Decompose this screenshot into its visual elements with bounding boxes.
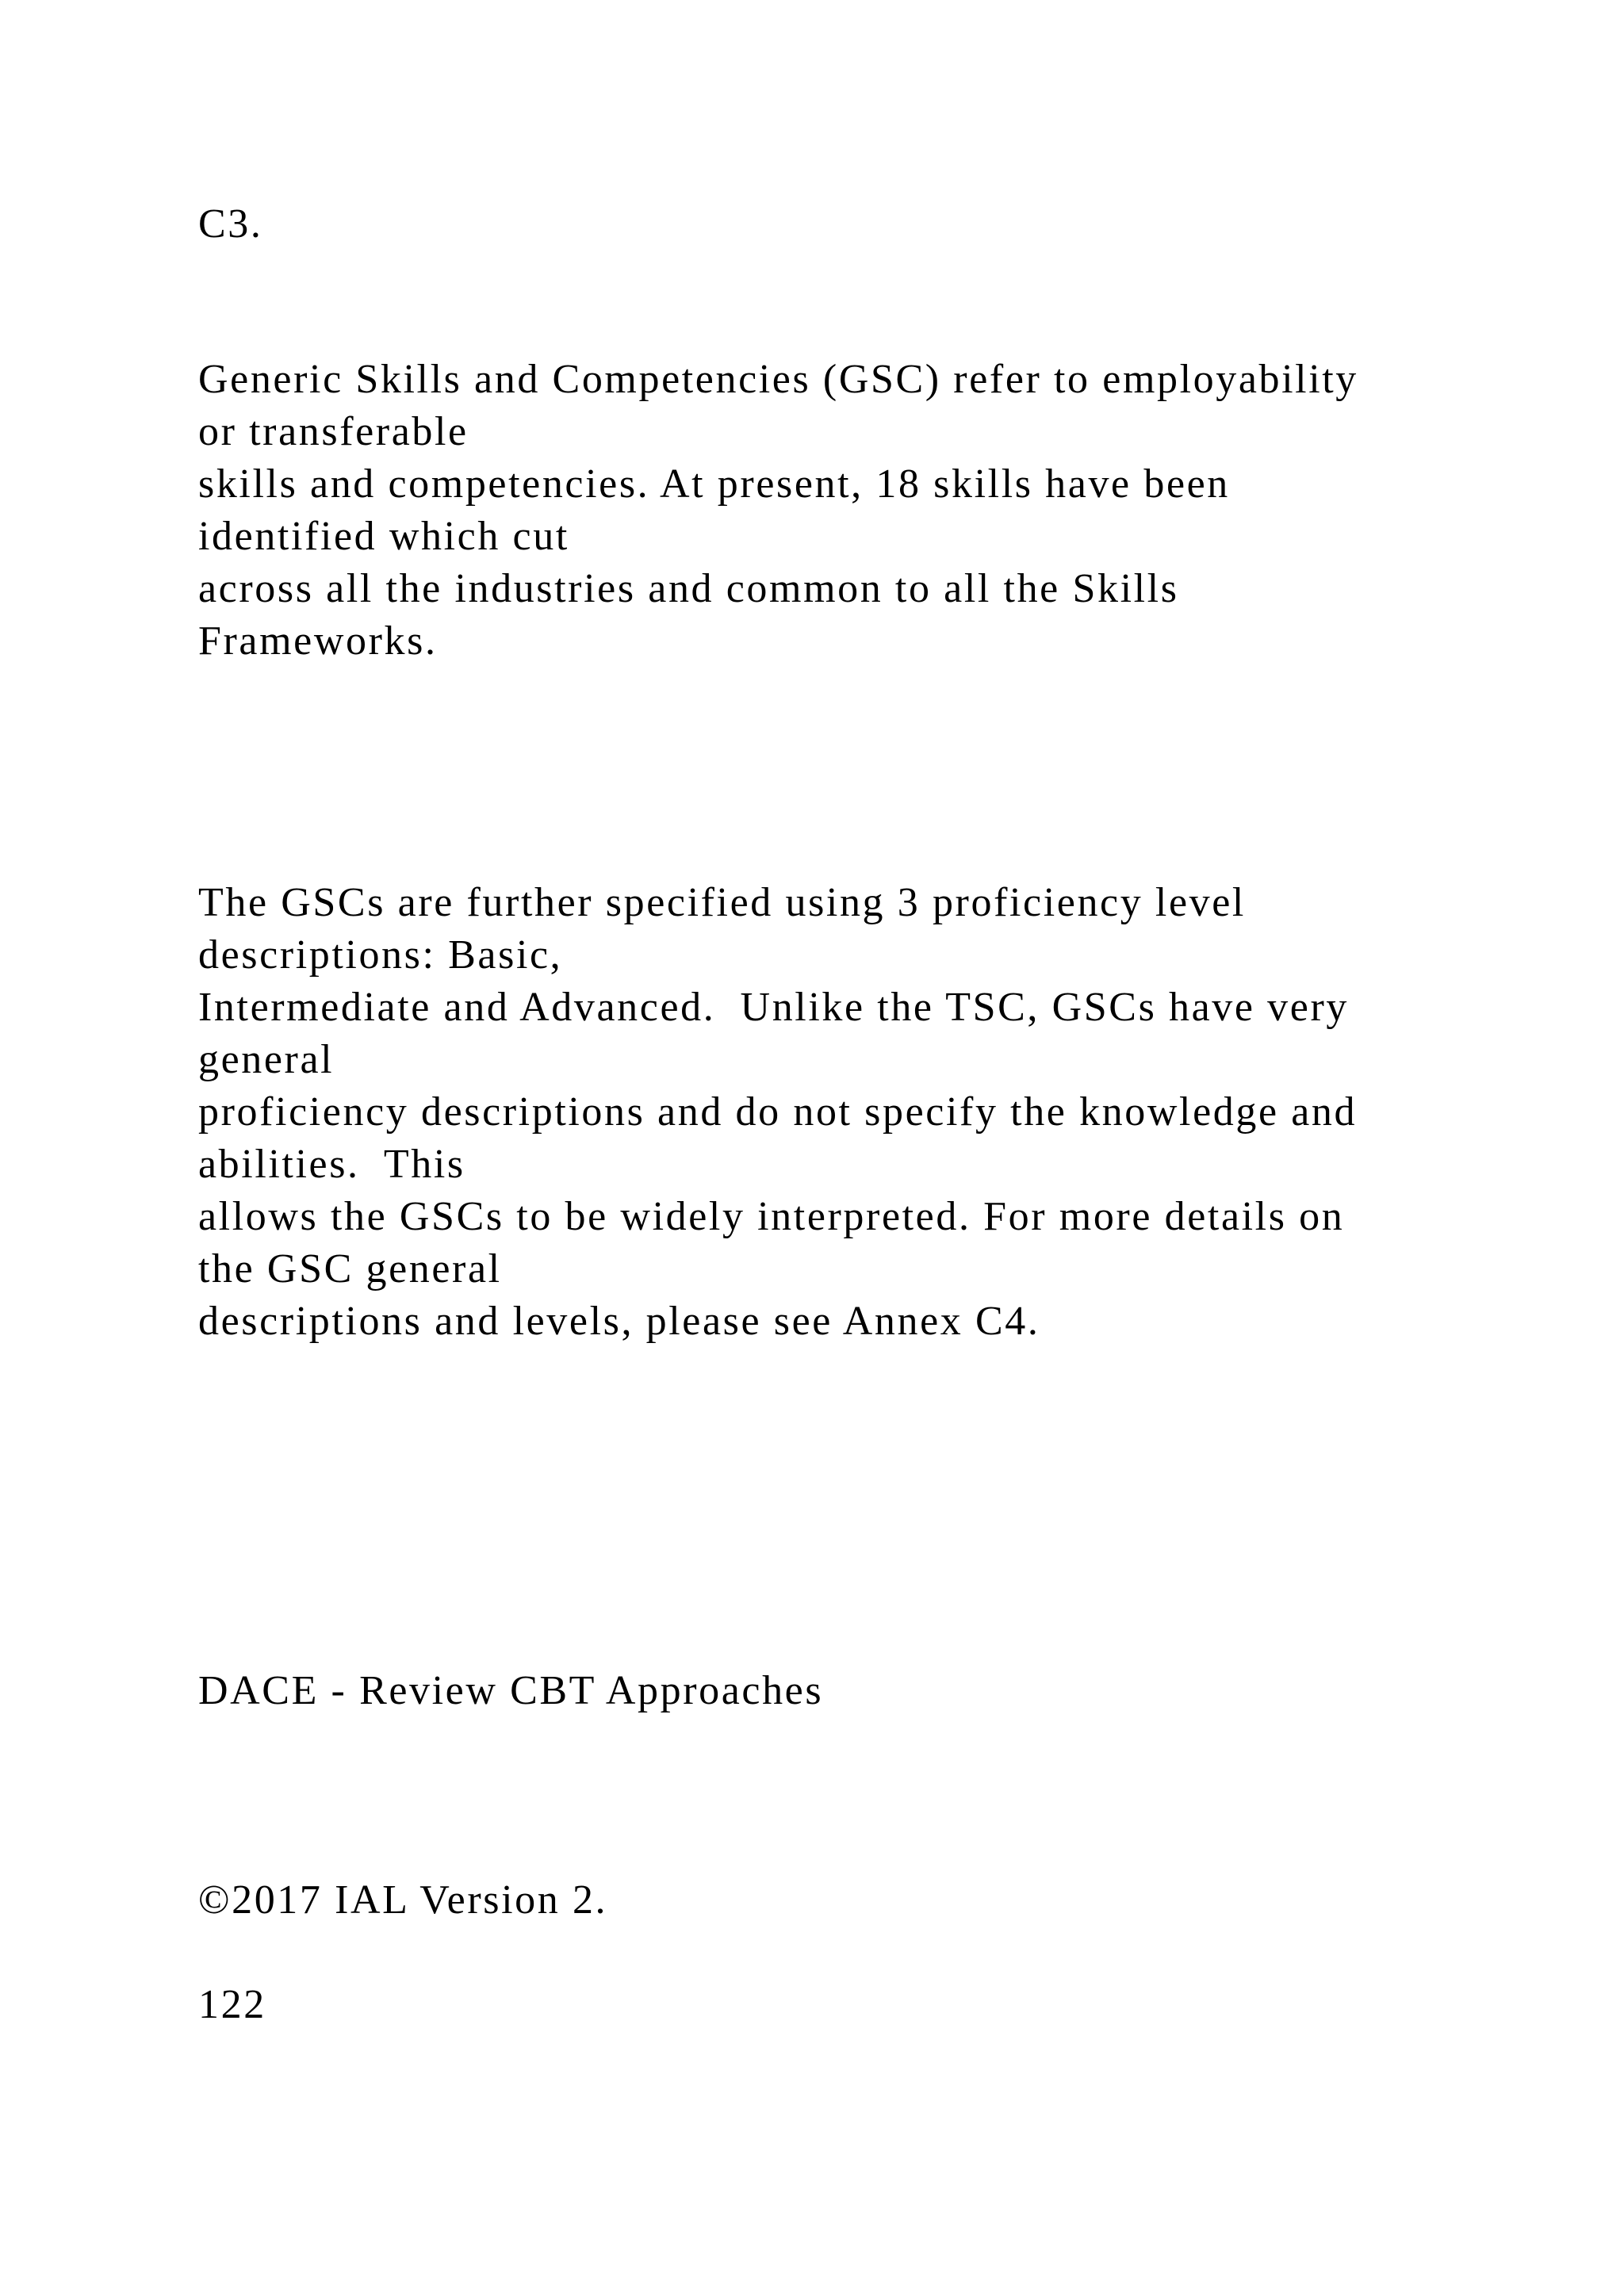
paragraph-line: abilities. This [198,1142,465,1187]
paragraph-line: The GSCs are further specified using 3 proficiency level [198,880,1246,925]
paragraph-line: skills and competencies. At present, 18 skills have been [198,461,1230,507]
paragraph-line: across all the industries and common to all the Skills [198,566,1179,611]
copyright-notice: ©2017 IAL Version 2. [198,1877,608,1923]
paragraph-line: proficiency descriptions and do not specify the knowledge and [198,1089,1358,1135]
section-label: C3. [198,201,263,247]
paragraph-line: descriptions: Basic, [198,932,563,978]
paragraph-line: allows the GSCs to be widely interpreted. For more details on [198,1194,1345,1239]
footer-title: DACE - Review CBT Approaches [198,1668,824,1713]
page-number: 122 [198,1982,266,2027]
paragraph-line: Frameworks. [198,618,438,664]
paragraph-line: the GSC general [198,1246,502,1292]
paragraph-line: identified which cut [198,514,569,559]
paragraph-line: or transferable [198,409,469,454]
paragraph-line: Generic Skills and Competencies (GSC) refer to employability [198,357,1358,402]
paragraph-line: general [198,1037,335,1082]
paragraph-line: Intermediate and Advanced. Unlike the TSC, GSCs have very [198,985,1349,1030]
paragraph-line: descriptions and levels, please see Annex C4. [198,1299,1040,1344]
